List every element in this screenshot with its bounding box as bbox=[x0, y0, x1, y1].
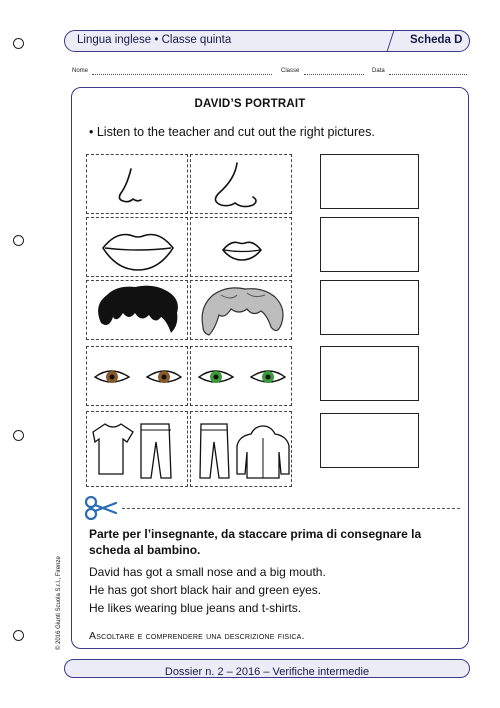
date-field[interactable] bbox=[389, 74, 467, 75]
green-eyes-icon bbox=[191, 347, 292, 406]
binder-hole bbox=[13, 38, 24, 49]
instruction-text: • Listen to the teacher and cut out the right pictures. bbox=[89, 125, 375, 139]
tshirt-and-jeans-icon bbox=[87, 412, 188, 487]
small-nose-icon bbox=[87, 155, 188, 214]
green-eyes-card[interactable] bbox=[190, 346, 292, 406]
teacher-note: Parte per l’insegnante, da staccare prima di consegnare la scheda al bambino. bbox=[89, 527, 422, 557]
tshirt-jeans-card[interactable] bbox=[86, 411, 188, 487]
description-line-3: He likes wearing blue jeans and t-shirts. bbox=[89, 601, 302, 615]
big-nose-icon bbox=[191, 155, 292, 214]
name-label: Nome bbox=[72, 68, 89, 74]
black-hair-card[interactable] bbox=[86, 280, 188, 340]
learning-objective: Ascoltare e comprendere una descrizione fisica. bbox=[89, 630, 305, 642]
date-label: Data bbox=[372, 68, 385, 74]
answer-box-2[interactable] bbox=[320, 217, 419, 272]
grey-hair-card[interactable] bbox=[190, 280, 292, 340]
sheet-label: Scheda D bbox=[410, 34, 463, 46]
big-mouth-card[interactable] bbox=[86, 217, 188, 277]
black-hair-icon bbox=[87, 281, 188, 340]
big-mouth-icon bbox=[87, 218, 188, 277]
small-mouth-icon bbox=[191, 218, 292, 277]
description-line-2: He has got short black hair and green eyes. bbox=[89, 583, 322, 597]
grey-hair-icon bbox=[191, 281, 292, 340]
description-line-1: David has got a small nose and a big mouth. bbox=[89, 565, 326, 579]
tracksuit-and-hoodie-icon bbox=[191, 412, 292, 487]
worksheet-title: DAVID’S PORTRAIT bbox=[194, 98, 306, 110]
answer-box-3[interactable] bbox=[320, 280, 419, 335]
small-nose-card[interactable] bbox=[86, 154, 188, 214]
tracksuit-card[interactable] bbox=[190, 411, 292, 487]
big-nose-card[interactable] bbox=[190, 154, 292, 214]
brown-eyes-card[interactable] bbox=[86, 346, 188, 406]
small-mouth-card[interactable] bbox=[190, 217, 292, 277]
class-field[interactable] bbox=[304, 74, 364, 75]
footer-text: Dossier n. 2 – 2016 – Verifiche intermedie bbox=[164, 666, 370, 678]
name-field[interactable] bbox=[92, 74, 272, 75]
binder-hole bbox=[13, 235, 24, 246]
class-label: Classe bbox=[281, 68, 300, 74]
scissors-icon bbox=[84, 496, 118, 520]
binder-hole bbox=[13, 630, 24, 641]
answer-box-1[interactable] bbox=[320, 154, 419, 209]
brown-eyes-icon bbox=[87, 347, 188, 406]
subject-label: Lingua inglese • Classe quinta bbox=[77, 34, 232, 46]
answer-box-4[interactable] bbox=[320, 346, 419, 401]
answer-box-5[interactable] bbox=[320, 413, 419, 468]
copyright-text: © 2016 Giunti Scuola S.r.l., Firenze bbox=[56, 556, 62, 650]
cut-line bbox=[122, 508, 460, 509]
binder-hole bbox=[13, 430, 24, 441]
footer-bar bbox=[64, 659, 470, 678]
